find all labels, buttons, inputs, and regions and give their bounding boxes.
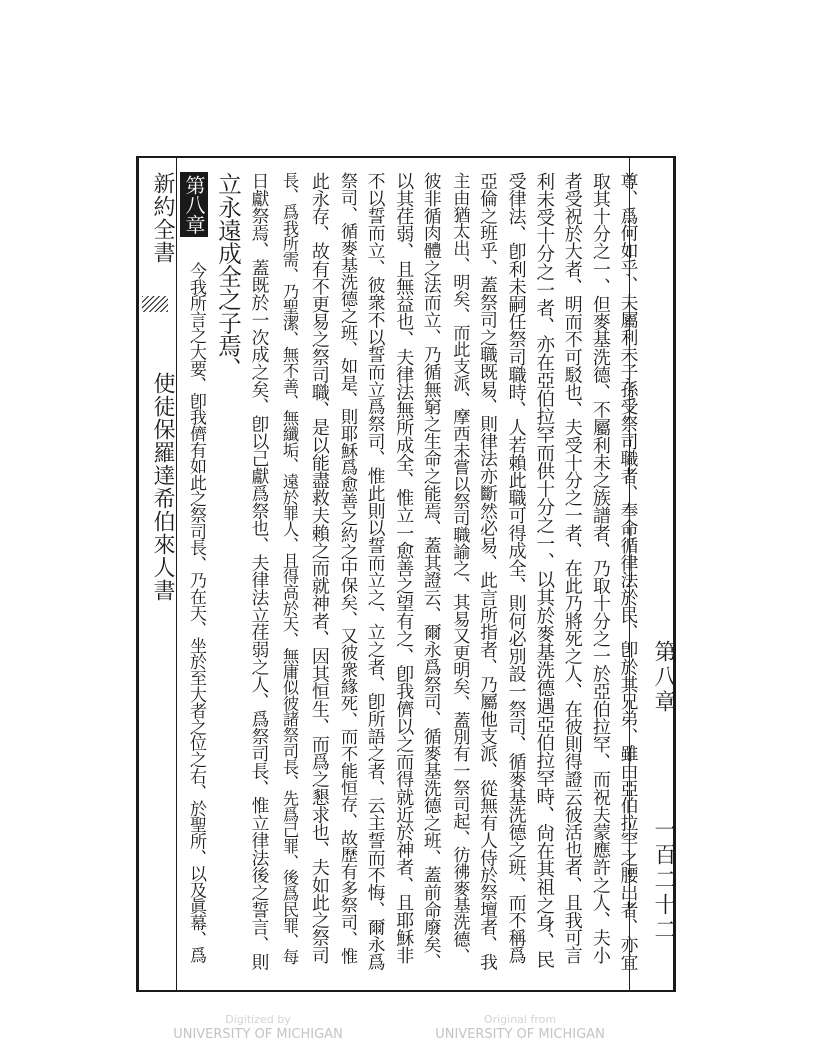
text-column: 者受祝於大者、明而不可駁也、夫受十分之一者、在此乃將死之人、在彼則得證云彼活也者、且我可言 xyxy=(561,172,583,965)
chapter-tag: 第八章 xyxy=(651,640,676,715)
watermark-original: Original from UNIVERSITY OF MICHIGAN xyxy=(435,1013,605,1042)
text-column: 此永存、故有不更易之祭司職、是以能盡救夫賴之而就神者、因其恒生、而爲之懇求也、夫如此之祭司 xyxy=(308,172,330,965)
chapter-heading: 第八章 xyxy=(180,172,208,237)
text-column: 今我所言之大要、卽我儕有如此之祭司長、乃在天、坐於至大者之位之右、於聖所、以及眞幕、爲 xyxy=(186,262,206,963)
text-column: 以其荏弱、且無益也、夫律法無所成全、惟立一愈善之望有之、卽我儕以之而得就近於神者、且耶穌非 xyxy=(393,172,415,965)
text-column: 長、爲我所需、乃聖潔、無不善、無纖垢、遠於罪人、且得高於天、無庸似彼諸祭司長、先爲己罪、後爲民罪、每 xyxy=(280,172,299,965)
text-column: 主由猶太出、明矣、而此支派、摩西未嘗以祭司職諭之、其易又更明矣、蓋別有一祭司起、彷彿麥基洗德、 xyxy=(449,172,470,964)
text-column: 日獻祭焉、蓋既於一次成之矣、卽以己獻爲祭也、夫律法立荏弱之人、爲祭司長、惟立律法後之誓言、則 xyxy=(249,172,269,971)
text-column: 取其十分之一、但麥基洗德、不屬利未之族譜者、乃取十分之一於亞伯拉罕、而祝夫蒙應許之人、夫小 xyxy=(589,172,611,965)
text-column: 彼非循肉體之法而立、乃循無窮之生命之能焉、蓋其證云、爾永爲祭司、循麥基洗德之班、蓋前命廢矣、 xyxy=(421,172,442,971)
margin-ornament xyxy=(142,296,168,312)
text-column: 祭司、循麥基洗德之班、如是、則耶穌爲愈善之約之中保矣、又彼衆緣死、而不能恒存、故歷有多祭司、惟 xyxy=(337,172,357,964)
epistle-title: 使徒保羅達希伯來人書 xyxy=(150,372,175,602)
text-column: 不以誓而立、彼衆不以誓而立爲祭司、惟此則以誓而立之、立之者、卽所語之者、云主誓而不悔、爾永爲 xyxy=(365,172,386,971)
text-column: 亞倫之班乎、蓋祭司之職既易、則律法亦斷然必易、此言所指者、乃屬他支派、從無有人侍於祭壇者、我 xyxy=(477,172,498,971)
page-number: 一百二十二 xyxy=(651,818,676,943)
text-column: 受律法、卽利未嗣任祭司職時、人若賴此職可得成全、則何必別設一祭司、循麥基洗德之班、而不稱爲 xyxy=(505,172,527,965)
text-column: 尊、爲何如乎、夫屬利未子孫受祭司職者、奉命循律法於民、卽於其兄弟、雖由亞伯拉罕之腰出者、亦宜 xyxy=(618,172,638,971)
watermark-digitized: Digitized by UNIVERSITY OF MICHIGAN xyxy=(173,1013,343,1042)
text-column: 利未受十分之一者、亦在亞伯拉罕而供十分之一、以其於麥基洗德遇亞伯拉罕時、尙在其祖之身、民 xyxy=(533,172,555,969)
book-title: 新約全書 xyxy=(150,172,175,264)
text-column: 立永遠成全之子焉、 xyxy=(214,172,242,380)
